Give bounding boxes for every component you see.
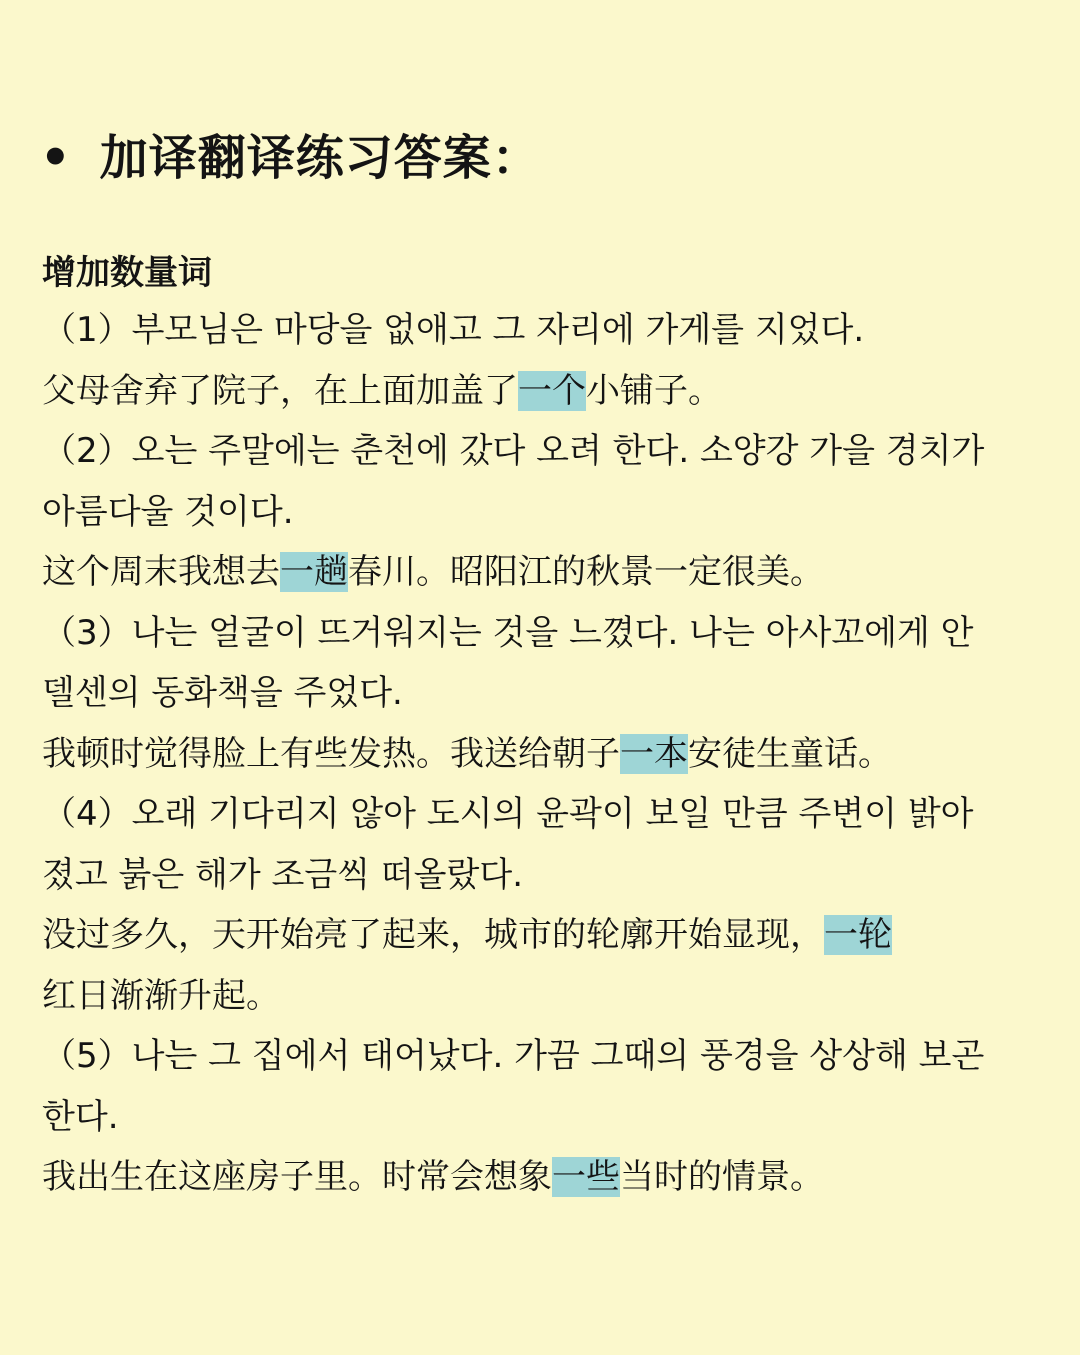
korean-sentence-line: （2）오는 주말에는 춘천에 갔다 오려 한다. 소양강 가을 경치가 (42, 431, 985, 471)
highlighted-measure-word: 一本 (620, 733, 688, 774)
highlighted-measure-word: 一些 (552, 1157, 620, 1197)
translation-text: 父母舍弃了院子，在上面加盖了 (42, 370, 518, 411)
exercise-item (42, 603, 1052, 785)
bullet-icon: • (40, 130, 72, 186)
korean-sentence-line: 아름다울 것이다. (42, 491, 294, 532)
exercise-item (42, 300, 1052, 421)
translation-text: 当时的情景。 (620, 1157, 824, 1197)
korean-sentence-line: （5）나는 그 집에서 태어났다. 가끔 그때의 풍경을 상상해 보곤 (42, 1036, 985, 1076)
translation-text: 这个周末我想去 (42, 552, 280, 592)
korean-sentence-line: 졌고 붉은 해가 조금씩 떠올랐다. (42, 854, 524, 895)
chinese-translation-line (42, 966, 1052, 1027)
exercise-item (42, 421, 1052, 603)
translation-text: 我出生在这座房子里。时常会想象 (42, 1157, 552, 1197)
chinese-translation-line (42, 361, 1052, 422)
korean-sentence-line: 한다. (42, 1096, 119, 1137)
korean-sentence-line: （3）나는 얼굴이 뜨거워지는 것을 느꼈다. 나는 아사꼬에게 안 (42, 612, 974, 653)
page-title (40, 118, 541, 198)
korean-sentence-line: （1）부모님은 마당을 없애고 그 자리에 가게를 지었다. (42, 310, 865, 350)
translation-text: 没过多久，天开始亮了起来，城市的轮廓开始显现， (42, 915, 824, 955)
highlighted-measure-word: 一轮 (824, 915, 892, 955)
chinese-translation-line (42, 542, 1052, 603)
section-heading: 增加数量词 (42, 253, 212, 293)
translation-text: 春川。昭阳江的秋景一定很美。 (348, 552, 824, 592)
translation-text: 安徒生童话。 (688, 733, 892, 774)
translation-text: 红日渐渐升起。 (42, 975, 280, 1016)
exercise-item (42, 784, 1052, 1026)
korean-sentence-line: （4）오래 기다리지 않아 도시의 윤곽이 보일 만큼 주변이 밝아 (42, 794, 974, 834)
highlighted-measure-word: 一个 (518, 370, 586, 411)
translation-text: 我顿时觉得脸上有些发热。我送给朝子 (42, 733, 620, 774)
chinese-translation-line (42, 905, 1052, 966)
exercise-item (42, 1026, 1052, 1208)
korean-sentence-line: 델센의 동화책을 주었다. (42, 673, 403, 713)
page-title-text: 加译翻译练习答案： (99, 130, 541, 186)
translation-text: 小铺子。 (586, 370, 722, 411)
chinese-translation-line (42, 724, 1052, 785)
highlighted-measure-word: 一趟 (280, 552, 348, 592)
chinese-translation-line (42, 1147, 1052, 1208)
exercise-list (42, 300, 1052, 1208)
